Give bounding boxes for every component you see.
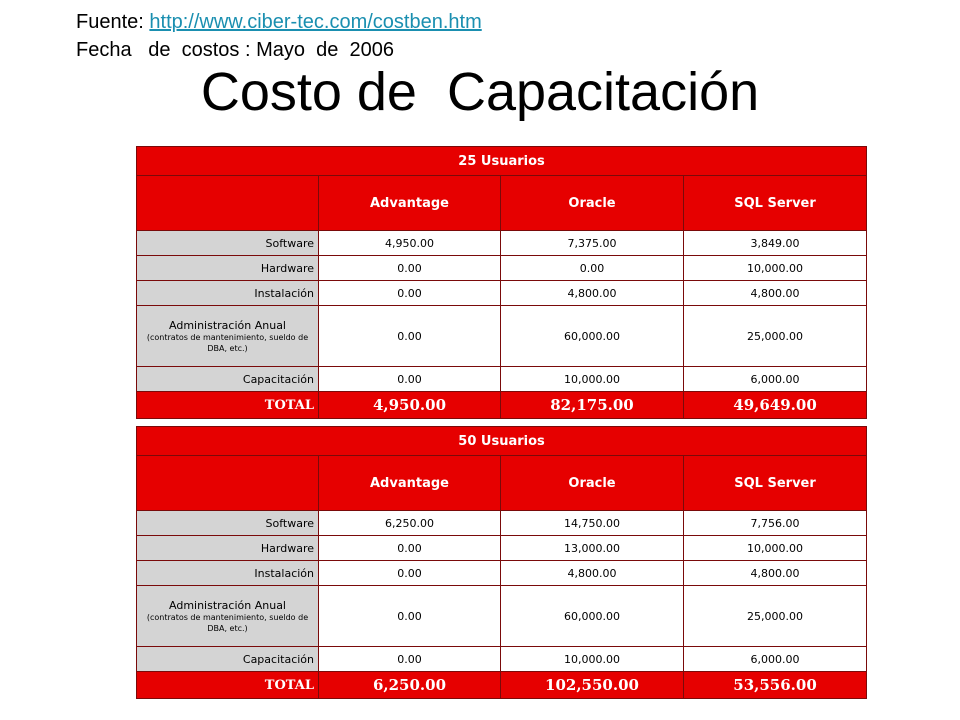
- column-header-sql-server: SQL Server: [684, 456, 867, 511]
- cell-oracle: 7,375.00: [501, 231, 684, 256]
- table-row-capacitacion: [137, 367, 867, 392]
- cell-oracle: 60,000.00: [501, 586, 684, 647]
- column-header-row: [137, 456, 867, 511]
- cell-sql-server: 25,000.00: [684, 306, 867, 367]
- column-header-advantage: Advantage: [319, 176, 501, 231]
- table-row-administracion: [137, 586, 867, 647]
- table-caption: 50 Usuarios: [137, 427, 867, 456]
- cost-date: Fecha de costos : Mayo de 2006: [76, 39, 394, 61]
- row-label: Instalación: [137, 561, 319, 586]
- table-row-hardware: [137, 256, 867, 281]
- row-label: Instalación: [137, 281, 319, 306]
- row-label-cell: [137, 586, 319, 647]
- total-oracle: 102,550.00: [501, 672, 684, 699]
- cell-advantage: 0.00: [319, 306, 501, 367]
- row-label: Administración Anual: [169, 598, 286, 612]
- cell-oracle: 10,000.00: [501, 367, 684, 392]
- table-row-total: [137, 672, 867, 699]
- row-label: Administración Anual: [169, 318, 286, 332]
- cell-oracle: 13,000.00: [501, 536, 684, 561]
- cell-advantage: 0.00: [319, 586, 501, 647]
- cell-oracle: 10,000.00: [501, 647, 684, 672]
- row-label: Hardware: [137, 256, 319, 281]
- table-row-total: [137, 392, 867, 419]
- source-link[interactable]: http://www.ciber-tec.com/costben.htm: [149, 11, 482, 33]
- source-line: [76, 10, 482, 34]
- cell-sql-server: 4,800.00: [684, 561, 867, 586]
- cell-advantage: 0.00: [319, 647, 501, 672]
- total-sql-server: 49,649.00: [684, 392, 867, 419]
- cost-table-25-users: [136, 146, 867, 419]
- row-label-note: (contratos de mantenimiento, sueldo de DBA, etc.): [146, 332, 309, 353]
- column-header-oracle: Oracle: [501, 456, 684, 511]
- table-row-instalacion: [137, 281, 867, 306]
- cell-advantage: 0.00: [319, 281, 501, 306]
- table-row-software: [137, 231, 867, 256]
- cell-sql-server: 6,000.00: [684, 367, 867, 392]
- column-header-oracle: Oracle: [501, 176, 684, 231]
- cell-advantage: 0.00: [319, 256, 501, 281]
- total-oracle: 82,175.00: [501, 392, 684, 419]
- cell-sql-server: 10,000.00: [684, 256, 867, 281]
- table-caption-row: [137, 427, 867, 456]
- column-header-empty: [137, 176, 319, 231]
- total-advantage: 4,950.00: [319, 392, 501, 419]
- cell-advantage: 0.00: [319, 561, 501, 586]
- cell-sql-server: 4,800.00: [684, 281, 867, 306]
- column-header-row: [137, 176, 867, 231]
- column-header-sql-server: SQL Server: [684, 176, 867, 231]
- table-row-administracion: [137, 306, 867, 367]
- table-row-capacitacion: [137, 647, 867, 672]
- cell-advantage: 0.00: [319, 367, 501, 392]
- cell-sql-server: 3,849.00: [684, 231, 867, 256]
- table-caption-row: [137, 147, 867, 176]
- row-label: Capacitación: [137, 367, 319, 392]
- cost-table-50-users: [136, 426, 867, 699]
- cell-oracle: 0.00: [501, 256, 684, 281]
- column-header-advantage: Advantage: [319, 456, 501, 511]
- row-label: Capacitación: [137, 647, 319, 672]
- total-label: TOTAL: [137, 672, 319, 699]
- table-row-instalacion: [137, 561, 867, 586]
- cell-oracle: 4,800.00: [501, 561, 684, 586]
- row-label-cell: [137, 306, 319, 367]
- cell-oracle: 4,800.00: [501, 281, 684, 306]
- column-header-empty: [137, 456, 319, 511]
- total-sql-server: 53,556.00: [684, 672, 867, 699]
- table-caption: 25 Usuarios: [137, 147, 867, 176]
- cell-advantage: 6,250.00: [319, 511, 501, 536]
- cell-sql-server: 25,000.00: [684, 586, 867, 647]
- cell-sql-server: 7,756.00: [684, 511, 867, 536]
- row-label: Hardware: [137, 536, 319, 561]
- slide-title: Costo de Capacitación: [200, 62, 760, 122]
- cell-sql-server: 10,000.00: [684, 536, 867, 561]
- cell-oracle: 60,000.00: [501, 306, 684, 367]
- row-label: Software: [137, 231, 319, 256]
- total-advantage: 6,250.00: [319, 672, 501, 699]
- total-label: TOTAL: [137, 392, 319, 419]
- cell-oracle: 14,750.00: [501, 511, 684, 536]
- cell-advantage: 0.00: [319, 536, 501, 561]
- cell-sql-server: 6,000.00: [684, 647, 867, 672]
- source-label: Fuente:: [76, 11, 150, 33]
- cell-advantage: 4,950.00: [319, 231, 501, 256]
- row-label-note: (contratos de mantenimiento, sueldo de DBA, etc.): [146, 612, 309, 633]
- row-label: Software: [137, 511, 319, 536]
- table-row-hardware: [137, 536, 867, 561]
- table-row-software: [137, 511, 867, 536]
